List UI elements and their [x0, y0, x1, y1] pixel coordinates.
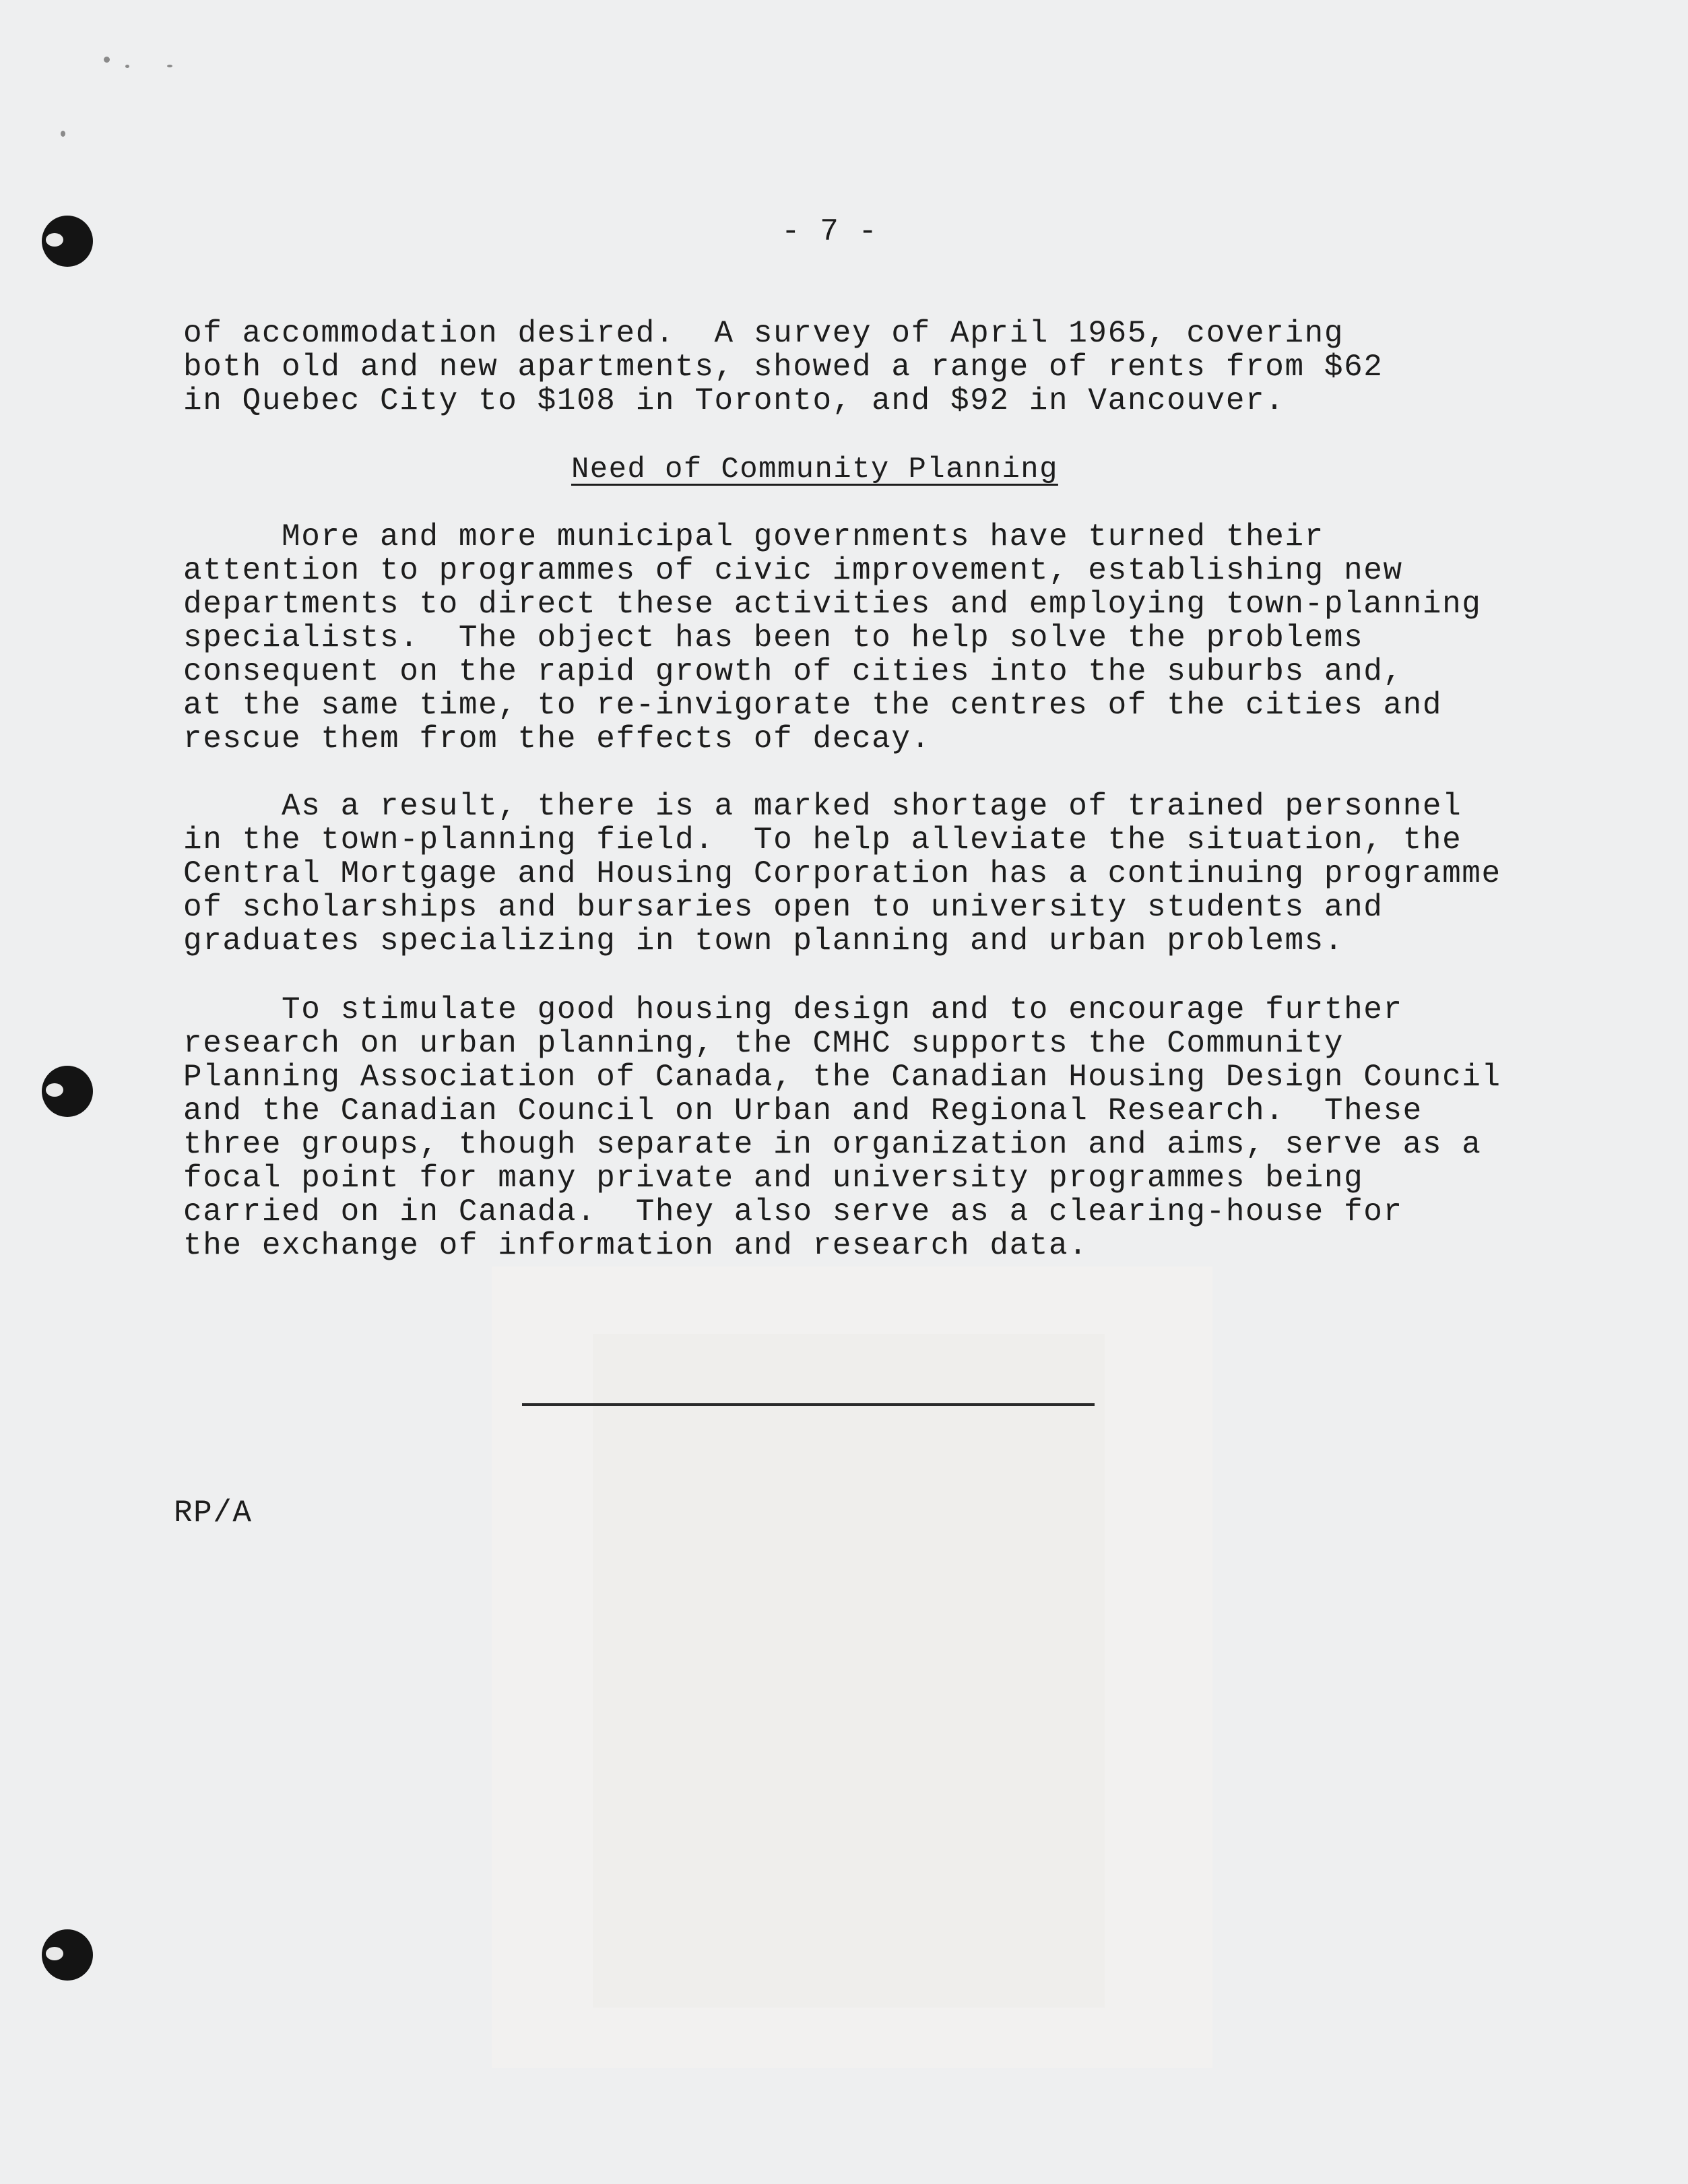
paper-speck [61, 131, 65, 137]
punch-hole-bottom [42, 1929, 93, 1981]
section-heading: Need of Community Planning [571, 453, 1058, 486]
text-line: specialists. The object has been to help solve the problems [183, 620, 1364, 655]
text-line: at the same time, to re-invigorate the centres of the cities and [183, 688, 1443, 723]
text-line: attention to programmes of civic improvement, establishing new [183, 553, 1403, 588]
text-line: in Quebec City to $108 in Toronto, and $92 in Vancouver. [183, 383, 1285, 418]
section-divider-rule [522, 1403, 1095, 1406]
text-line: graduates specializing in town planning and urban problems. [183, 924, 1344, 959]
text-line: As a result, there is a marked shortage of trained personnel [183, 789, 1462, 824]
text-line: Planning Association of Canada, the Canadian Housing Design Council [183, 1060, 1501, 1095]
page-number: - 7 - [781, 214, 878, 249]
text-line: of accommodation desired. A survey of April 1965, covering [183, 316, 1344, 351]
text-line: consequent on the rapid growth of cities into the suburbs and, [183, 654, 1403, 689]
text-line: departments to direct these activities and employing town-planning [183, 587, 1482, 622]
reference-code: RP/A [174, 1496, 253, 1531]
text-line: carried on in Canada. They also serve as a clearing-house for [183, 1194, 1403, 1229]
text-line: both old and new apartments, showed a range of rents from $62 [183, 350, 1384, 385]
text-line: of scholarships and bursaries open to university students and [183, 890, 1384, 925]
text-line: rescue them from the effects of decay. [183, 721, 931, 757]
bleed-through-inner [593, 1334, 1105, 2008]
text-line: More and more municipal governments have turned their [183, 519, 1324, 554]
punch-hole-middle [42, 1066, 93, 1117]
text-line: three groups, though separate in organization and aims, serve as a [183, 1127, 1482, 1162]
paper-speck [125, 65, 129, 68]
paper-speck [167, 65, 172, 67]
punch-hole-top [42, 216, 93, 267]
text-line: the exchange of information and research data. [183, 1228, 1089, 1263]
text-line: research on urban planning, the CMHC supports the Community [183, 1026, 1344, 1061]
paper-speck [104, 57, 110, 63]
text-line: To stimulate good housing design and to encourage further [183, 992, 1403, 1027]
text-line: in the town-planning field. To help alleviate the situation, the [183, 823, 1462, 858]
text-line: Central Mortgage and Housing Corporation has a continuing programme [183, 856, 1501, 891]
text-line: focal point for many private and university programmes being [183, 1161, 1364, 1196]
text-line: and the Canadian Council on Urban and Regional Research. These [183, 1093, 1423, 1128]
